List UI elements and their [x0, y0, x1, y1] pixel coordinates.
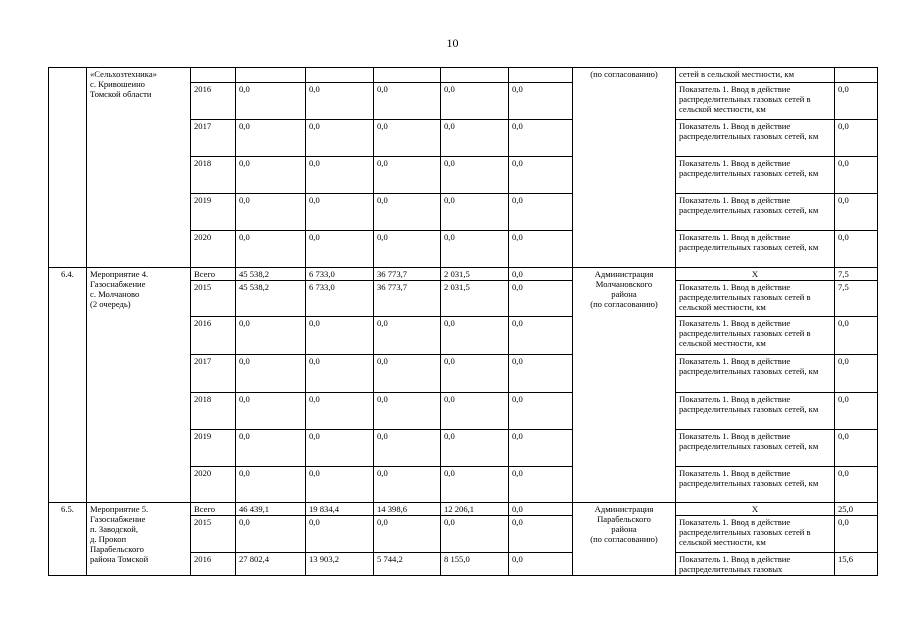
indicator-cell: Показатель 1. Ввод в действие распределительных газовых сетей, км: [676, 467, 835, 503]
year-cell: 2015: [191, 516, 236, 553]
table-body: [49, 68, 878, 576]
total-cell: 46 439,1: [236, 503, 306, 516]
total-cell: 0,0: [236, 83, 306, 120]
federal-budget-cell: 0,0: [306, 157, 374, 194]
federal-budget-cell: 0,0: [306, 317, 374, 355]
regional-budget-cell: 14 398,6: [374, 503, 441, 516]
regional-budget-cell: 0,0: [374, 231, 441, 268]
local-budget-cell: 0,0: [441, 430, 509, 467]
indicator-cell: Показатель 1. Ввод в действие распределительных газовых сетей, км: [676, 393, 835, 430]
extrabudget-cell: 0,0: [509, 467, 573, 503]
regional-budget-cell: 0,0: [374, 83, 441, 120]
regional-budget-cell: 0,0: [374, 157, 441, 194]
year-cell: 2018: [191, 157, 236, 194]
regional-budget-cell: 0,0: [374, 393, 441, 430]
year-cell: 2015: [191, 281, 236, 317]
local-budget-cell: 0,0: [441, 120, 509, 157]
year-cell: 2020: [191, 231, 236, 268]
indicator-cell: Показатель 1. Ввод в действие распределительных газовых сетей, км: [676, 157, 835, 194]
event-name-cell: Мероприятие 4. Газоснабжение с. Молчаново (2 очередь): [87, 268, 191, 503]
empty-cell: [374, 68, 441, 83]
indicator-value-cell: 0,0: [835, 120, 878, 157]
year-cell: 2020: [191, 467, 236, 503]
federal-budget-cell: 0,0: [306, 120, 374, 157]
year-cell: 2017: [191, 120, 236, 157]
federal-budget-cell: 0,0: [306, 231, 374, 268]
federal-budget-cell: 6 733,0: [306, 281, 374, 317]
page-number: 10: [446, 36, 459, 50]
indicator-value-cell: 25,0: [835, 503, 878, 516]
total-cell: 0,0: [236, 516, 306, 553]
regional-budget-cell: 0,0: [374, 120, 441, 157]
extrabudget-cell: 0,0: [509, 393, 573, 430]
indicator-value-cell: 0,0: [835, 157, 878, 194]
regional-budget-cell: 0,0: [374, 194, 441, 231]
indicator-cell: Показатель 1. Ввод в действие распределительных газовых сетей в сельской местности, км: [676, 281, 835, 317]
total-cell: 0,0: [236, 430, 306, 467]
total-cell: 0,0: [236, 120, 306, 157]
extrabudget-cell: 0,0: [509, 317, 573, 355]
local-budget-cell: 2 031,5: [441, 281, 509, 317]
indicator-cell: X: [676, 503, 835, 516]
regional-budget-cell: 5 744,2: [374, 553, 441, 576]
federal-budget-cell: 0,0: [306, 194, 374, 231]
federal-budget-cell: 0,0: [306, 516, 374, 553]
indicator-cell: Показатель 1. Ввод в действие распределительных газовых сетей, км: [676, 231, 835, 268]
total-cell: 45 538,2: [236, 268, 306, 281]
indicator-cell: Показатель 1. Ввод в действие распределительных газовых сетей, км: [676, 194, 835, 231]
indicator-value-cell: 7,5: [835, 268, 878, 281]
extrabudget-cell: 0,0: [509, 281, 573, 317]
empty-cell: [306, 68, 374, 83]
table-row: [49, 268, 878, 281]
extrabudget-cell: 0,0: [509, 355, 573, 393]
local-budget-cell: 0,0: [441, 467, 509, 503]
empty-cell: [835, 68, 878, 83]
total-cell: 0,0: [236, 317, 306, 355]
num-cell: 6.4.: [49, 268, 87, 503]
extrabudget-cell: 0,0: [509, 157, 573, 194]
local-budget-cell: 0,0: [441, 83, 509, 120]
indicator-value-cell: 0,0: [835, 430, 878, 467]
indicator-cell: Показатель 1. Ввод в действие распределительных газовых сетей, км: [676, 430, 835, 467]
federal-budget-cell: 13 903,2: [306, 553, 374, 576]
extrabudget-cell: 0,0: [509, 231, 573, 268]
empty-cell: [191, 68, 236, 83]
local-budget-cell: 0,0: [441, 231, 509, 268]
year-cell: Всего: [191, 503, 236, 516]
indicator-value-cell: 0,0: [835, 355, 878, 393]
extrabudget-cell: 0,0: [509, 268, 573, 281]
indicator-cell: Показатель 1. Ввод в действие распределительных газовых сетей, км: [676, 120, 835, 157]
year-cell: 2017: [191, 355, 236, 393]
federal-budget-cell: 0,0: [306, 467, 374, 503]
empty-cell: [236, 68, 306, 83]
event-name-cell: «Сельхозтехника» с. Кривошеино Томской области: [87, 68, 191, 268]
indicator-cell: Показатель 1. Ввод в действие распределительных газовых сетей, км: [676, 355, 835, 393]
extrabudget-cell: 0,0: [509, 553, 573, 576]
federal-budget-cell: 0,0: [306, 83, 374, 120]
year-cell: 2019: [191, 430, 236, 467]
federal-budget-cell: 0,0: [306, 355, 374, 393]
local-budget-cell: 2 031,5: [441, 268, 509, 281]
regional-budget-cell: 0,0: [374, 317, 441, 355]
indicator-cell: Показатель 1. Ввод в действие распределительных газовых сетей в сельской местности, км: [676, 83, 835, 120]
year-cell: 2016: [191, 83, 236, 120]
regional-budget-cell: 0,0: [374, 355, 441, 393]
year-cell: Всего: [191, 268, 236, 281]
extrabudget-cell: 0,0: [509, 516, 573, 553]
regional-budget-cell: 0,0: [374, 430, 441, 467]
total-cell: 0,0: [236, 467, 306, 503]
extrabudget-cell: 0,0: [509, 503, 573, 516]
total-cell: 27 802,4: [236, 553, 306, 576]
budget-table: [48, 67, 878, 576]
indicator-cell: Показатель 1. Ввод в действие распределительных газовых сетей в сельской местности, км: [676, 516, 835, 553]
local-budget-cell: 0,0: [441, 516, 509, 553]
local-budget-cell: 0,0: [441, 355, 509, 393]
extrabudget-cell: 0,0: [509, 430, 573, 467]
total-cell: 0,0: [236, 393, 306, 430]
indicator-value-cell: 7,5: [835, 281, 878, 317]
year-cell: 2019: [191, 194, 236, 231]
federal-budget-cell: 6 733,0: [306, 268, 374, 281]
local-budget-cell: 8 155,0: [441, 553, 509, 576]
total-cell: 0,0: [236, 231, 306, 268]
year-cell: 2018: [191, 393, 236, 430]
num-cell: 6.5.: [49, 503, 87, 576]
indicator-cell: Показатель 1. Ввод в действие распределительных газовых: [676, 553, 835, 576]
regional-budget-cell: 36 773,7: [374, 268, 441, 281]
table-row: [49, 68, 878, 83]
indicator-value-cell: 0,0: [835, 393, 878, 430]
year-cell: 2016: [191, 553, 236, 576]
local-budget-cell: 0,0: [441, 157, 509, 194]
indicator-value-cell: 0,0: [835, 516, 878, 553]
local-budget-cell: 0,0: [441, 194, 509, 231]
federal-budget-cell: 0,0: [306, 393, 374, 430]
table-row: [49, 503, 878, 516]
empty-cell: [509, 68, 573, 83]
indicator-value-cell: 0,0: [835, 194, 878, 231]
indicator-cell: сетей в сельской местности, км: [676, 68, 835, 83]
regional-budget-cell: 0,0: [374, 516, 441, 553]
federal-budget-cell: 19 834,4: [306, 503, 374, 516]
regional-budget-cell: 0,0: [374, 467, 441, 503]
local-budget-cell: 0,0: [441, 393, 509, 430]
total-cell: 0,0: [236, 194, 306, 231]
extrabudget-cell: 0,0: [509, 194, 573, 231]
num-cell: [49, 68, 87, 268]
local-budget-cell: 12 206,1: [441, 503, 509, 516]
empty-cell: [441, 68, 509, 83]
year-cell: 2016: [191, 317, 236, 355]
indicator-cell: Показатель 1. Ввод в действие распределительных газовых сетей в сельской местности, км: [676, 317, 835, 355]
extrabudget-cell: 0,0: [509, 120, 573, 157]
indicator-value-cell: 0,0: [835, 83, 878, 120]
total-cell: 0,0: [236, 157, 306, 194]
federal-budget-cell: 0,0: [306, 430, 374, 467]
regional-budget-cell: 36 773,7: [374, 281, 441, 317]
indicator-value-cell: 0,0: [835, 317, 878, 355]
indicator-value-cell: 0,0: [835, 231, 878, 268]
total-cell: 45 538,2: [236, 281, 306, 317]
indicator-value-cell: 15,6: [835, 553, 878, 576]
local-budget-cell: 0,0: [441, 317, 509, 355]
responsible-cell: Администрация Молчановского района (по согласованию): [573, 268, 676, 503]
extrabudget-cell: 0,0: [509, 83, 573, 120]
responsible-cell: Администрация Парабельского района (по согласованию): [573, 503, 676, 576]
indicator-cell: X: [676, 268, 835, 281]
responsible-cell: (по согласованию): [573, 68, 676, 268]
event-name-cell: Мероприятие 5. Газоснабжение п. Заводской, д. Прокоп Парабельского района Томской: [87, 503, 191, 576]
total-cell: 0,0: [236, 355, 306, 393]
indicator-value-cell: 0,0: [835, 467, 878, 503]
